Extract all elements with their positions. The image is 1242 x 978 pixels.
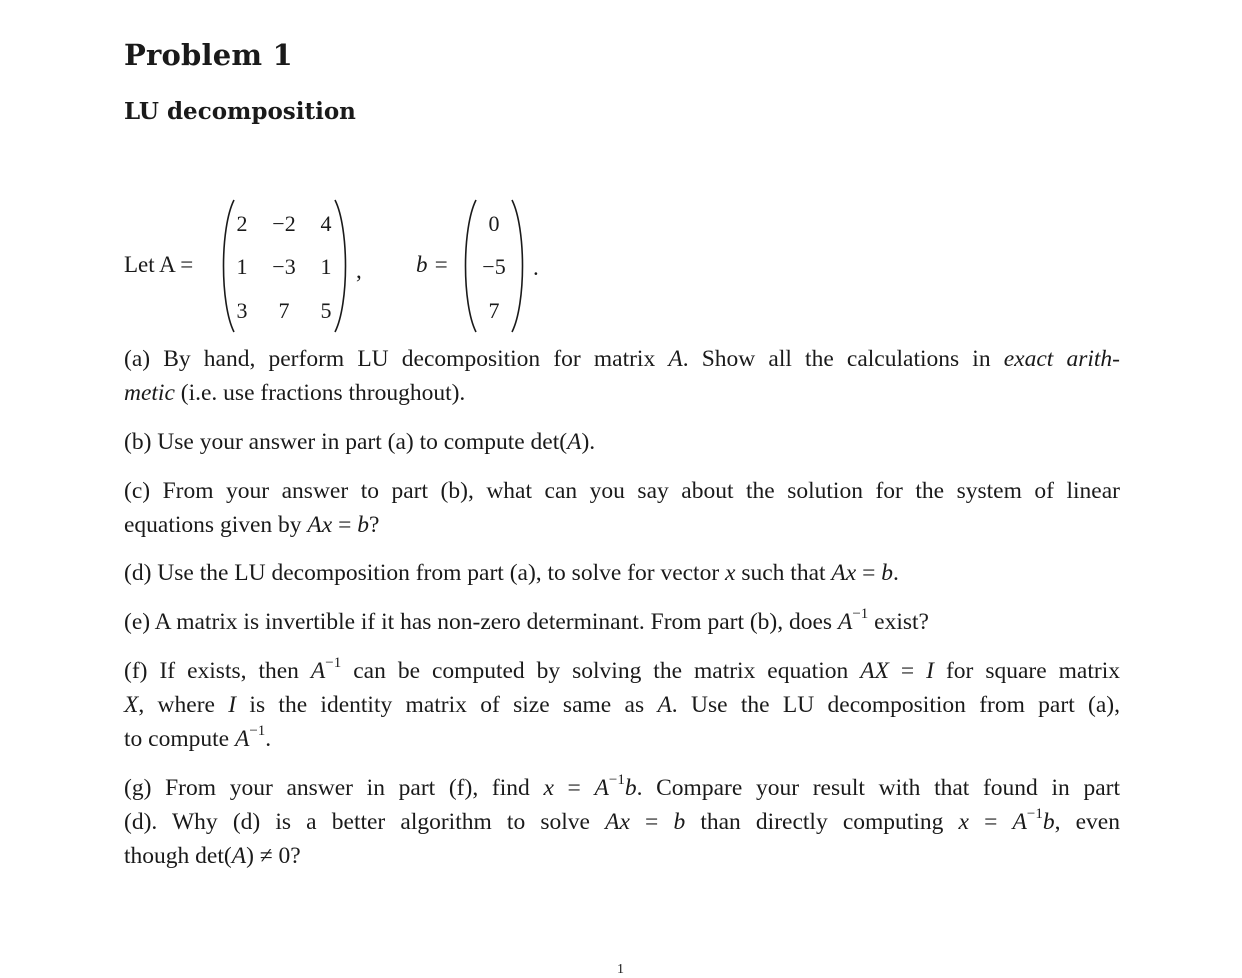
- part-f-line-3: to compute $A^{-1}$.: [124, 723, 272, 752]
- matrix-a-cell: 2: [236, 211, 248, 236]
- part-c-line-2: equations given by Ax = b?: [124, 512, 380, 538]
- part-c: [124, 474, 1120, 542]
- matrix-a-cell: 7: [278, 298, 290, 323]
- part-c-line-1: (c) From your answer to part (b), what can you say about the solution for the system of linear: [124, 478, 1120, 504]
- part-f-line-1: (f) If exists, then $A^{-1}$ can be computed by solving the matrix equation AX = I for square matrix: [124, 655, 1121, 684]
- vector-b-cell: −5: [482, 254, 506, 279]
- vector-b-cell: 0: [488, 211, 500, 236]
- matrix-a-cell: 5: [320, 298, 332, 323]
- part-b: (b) Use your answer in part (a) to compute det(A).: [124, 429, 596, 455]
- part-a-line-1: (a) By hand, perform LU decomposition for matrix A. Show all the calculations in exact arith-: [124, 346, 1120, 372]
- matrix-a-cell: 1: [320, 254, 332, 279]
- let-a-label: Let A =: [124, 252, 194, 277]
- matrix-period: .: [533, 255, 539, 280]
- part-f: [124, 654, 1120, 756]
- part-g: [124, 771, 1120, 873]
- matrix-a-cell: −2: [272, 211, 296, 236]
- part-a-line-2: metic (i.e. use fractions throughout).: [124, 380, 466, 406]
- matrix-a-cell: 3: [236, 298, 248, 323]
- matrix-comma: ,: [356, 258, 362, 283]
- part-g-line-2: (d). Why (d) is a better algorithm to solve Ax = b than directly computing $x = A^{-1}b$, even: [124, 806, 1120, 835]
- page-number: 1: [617, 962, 624, 977]
- part-g-line-1: (g) From your answer in part (f), find $x = A^{-1}b$. Compare your result with that found in part: [124, 772, 1120, 801]
- vector-b-cell: 7: [488, 298, 500, 323]
- part-e: (e) A matrix is invertible if it has non-zero determinant. From part (b), does $A^{-1}$ exist?: [124, 606, 929, 635]
- matrix-a-cell: 1: [236, 254, 248, 279]
- problem-title: Problem 1: [124, 38, 293, 72]
- part-a: [124, 342, 1120, 410]
- part-d: (d) Use the LU decomposition from part (a), to solve for vector x such that Ax = b.: [124, 560, 899, 586]
- part-g-line-3: though det(A) ≠ 0?: [124, 843, 301, 869]
- part-f-line-2: X, where I is the identity matrix of size same as A. Use the LU decomposition from part (a),: [124, 692, 1120, 718]
- matrix-a-cell: −3: [272, 254, 296, 279]
- matrix-a-cell: 4: [320, 211, 332, 236]
- b-label: b =: [416, 252, 449, 277]
- section-subtitle: LU decomposition: [124, 98, 356, 125]
